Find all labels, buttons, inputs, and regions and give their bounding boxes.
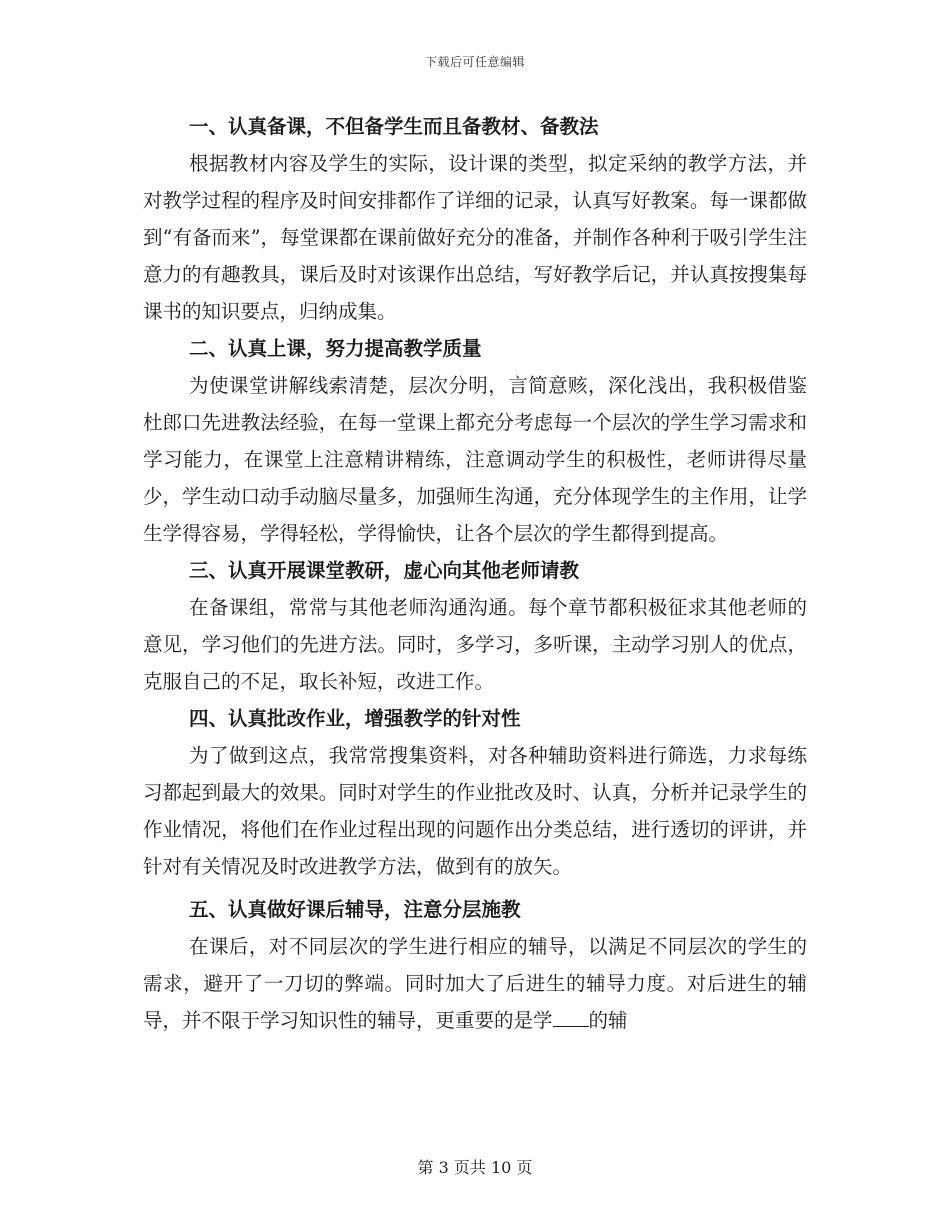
section-paragraph (143, 928, 807, 1039)
fill-in-blank (553, 1008, 589, 1027)
section-paragraph: 根据教材内容及学生的实际，设计课的类型，拟定采纳的教学方法，并对教学过程的程序及时间安排都作了详细的记录，认真写好教案。每一课都做到“有备而来”，每堂课都在课前做好充分的准备，并制作各种利于吸引学生注意力的有趣教具，课后及时对该课作出总结，写好教学后记，并认真按搜集每课书的知识要点，归纳成集。 (143, 152, 807, 323)
section-4 (143, 700, 807, 885)
section-paragraph: 为了做到这点，我常常搜集资料，对各种辅助资料进行筛选，力求每练习都起到最大的效果。同时对学生的作业批改及时、认真，分析并记录学生的作业情况，将他们在作业过程出现的问题作出分类总结，进行透切的评讲，并针对有关情况及时改进教学方法，做到有的放矢。 (143, 744, 807, 878)
section-heading: 三、认真开展课堂教研，虚心向其他老师请教 (189, 559, 580, 582)
page-number: 第 3 页共 10 页 (417, 1158, 533, 1177)
section-heading: 一、认真备课，不但备学生而且备教材、备教法 (189, 115, 599, 138)
section-1 (143, 108, 807, 330)
section-paragraph: 为使课堂讲解线索清楚，层次分明，言简意赅，深化浅出，我积极借鉴杜郎口先进教法经验，在每一堂课上都充分考虑每一个层次的学生学习需求和学习能力，在课堂上注意精讲精练，注意调动学生的积极性，老师讲得尽量少，学生动口动手动脑尽量多，加强师生沟通，充分体现学生的主作用，让学生学得容易，学得轻松，学得愉快，让各个层次的学生都得到提高。 (143, 374, 807, 545)
document-body (143, 108, 807, 1039)
section-5 (143, 891, 807, 1039)
section-paragraph: 在备课组，常常与其他老师沟通沟通。每个章节都积极征求其他老师的意见，学习他们的先进方法。同时，多学习，多听课，主动学习别人的优点，克服自己的不足，取长补短，改进工作。 (143, 596, 807, 693)
paragraph-text: 在课后，对不同层次的学生进行相应的辅导，以满足不同层次的学生的需求，避开了一刀切的弊端。同时加大了后进生的辅导力度。对后进生的辅导，并不限于学习知识性的辅导，更重要的是学 (143, 935, 807, 1032)
paragraph-text: 的辅 (588, 1009, 628, 1032)
section-2 (143, 330, 807, 552)
page-header-note: 下载后可任意编辑 (424, 55, 525, 69)
section-3 (143, 552, 807, 700)
section-heading: 二、认真上课，努力提高教学质量 (189, 337, 482, 360)
section-heading: 五、认真做好课后辅导，注意分层施教 (189, 898, 521, 921)
section-heading: 四、认真批改作业，增强教学的针对性 (189, 707, 521, 730)
